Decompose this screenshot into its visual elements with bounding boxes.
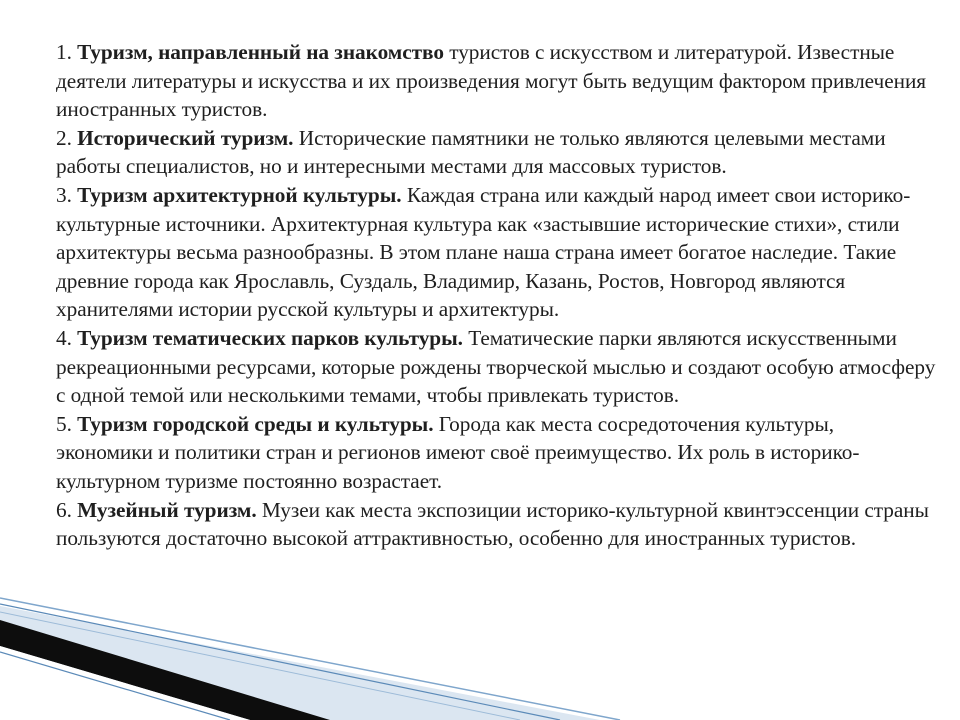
paragraph-number: 2. [56,125,78,150]
paragraph-text: Каждая страна или каждый народ имеет свои историко-культурные источники. Архитектурная культура как «застывшие исторические стихи», стили архитектуры весьма разнообразны. В этом плане наша страна имеет богатое наследие. Такие древние города как Ярославль, Суздаль, Владимир, Казань, Ростов, Новгород являются хранителями истории русской культуры и архитектуры. [56,182,911,322]
paragraph-text: туристов с искусством и литературой. Известные деятели литературы и искусства и их произведения могут быть ведущим фактором привлечения иностранных туристов. [56,40,927,122]
paragraph-1 [56,38,936,124]
paragraph-title: Туризм тематических парков культуры. [77,325,463,350]
paragraph-title: Исторический туризм. [77,125,294,150]
paragraph-3 [56,181,936,324]
paragraph-number: 3. [56,182,78,207]
paragraph-title: Туризм, направленный на знакомство [77,40,444,64]
paragraph-text: Исторические памятники не только являются целевыми местами работы специалистов, но и интересными местами для массовых туристов. [56,125,886,179]
paragraph-text: Музеи как места экспозиции историко-культурной квинтэссенции страны пользуются достаточно высокой аттрактивностью, особенно для иностранных туристов. [56,497,929,551]
paragraph-number: 4. [56,325,78,350]
paragraph-number: 5. [56,411,78,436]
paragraph-number: 6. [56,497,78,522]
paragraph-6 [56,496,936,553]
paragraph-title: Музейный туризм. [77,497,257,522]
paragraph-4 [56,324,936,410]
paragraph-number: 1. [56,40,78,64]
paragraph-title: Туризм архитектурной культуры. [77,182,402,207]
paragraph-5 [56,410,936,496]
paragraph-text: Города как места сосредоточения культуры, экономики и политики стран и регионов имеют своё преимущество. Их роль в историко-культурном туризме постоянно возрастает. [56,411,860,493]
paragraph-text: Тематические парки являются искусственными рекреационными ресурсами, которые рождены творческой мыслью и создают особую атмосферу с одной темой или несколькими темами, чтобы привлекать туристов. [56,325,936,408]
paragraph-2 [56,124,936,181]
slide-text [56,38,936,553]
paragraph-title: Туризм городской среды и культуры. [77,411,434,436]
